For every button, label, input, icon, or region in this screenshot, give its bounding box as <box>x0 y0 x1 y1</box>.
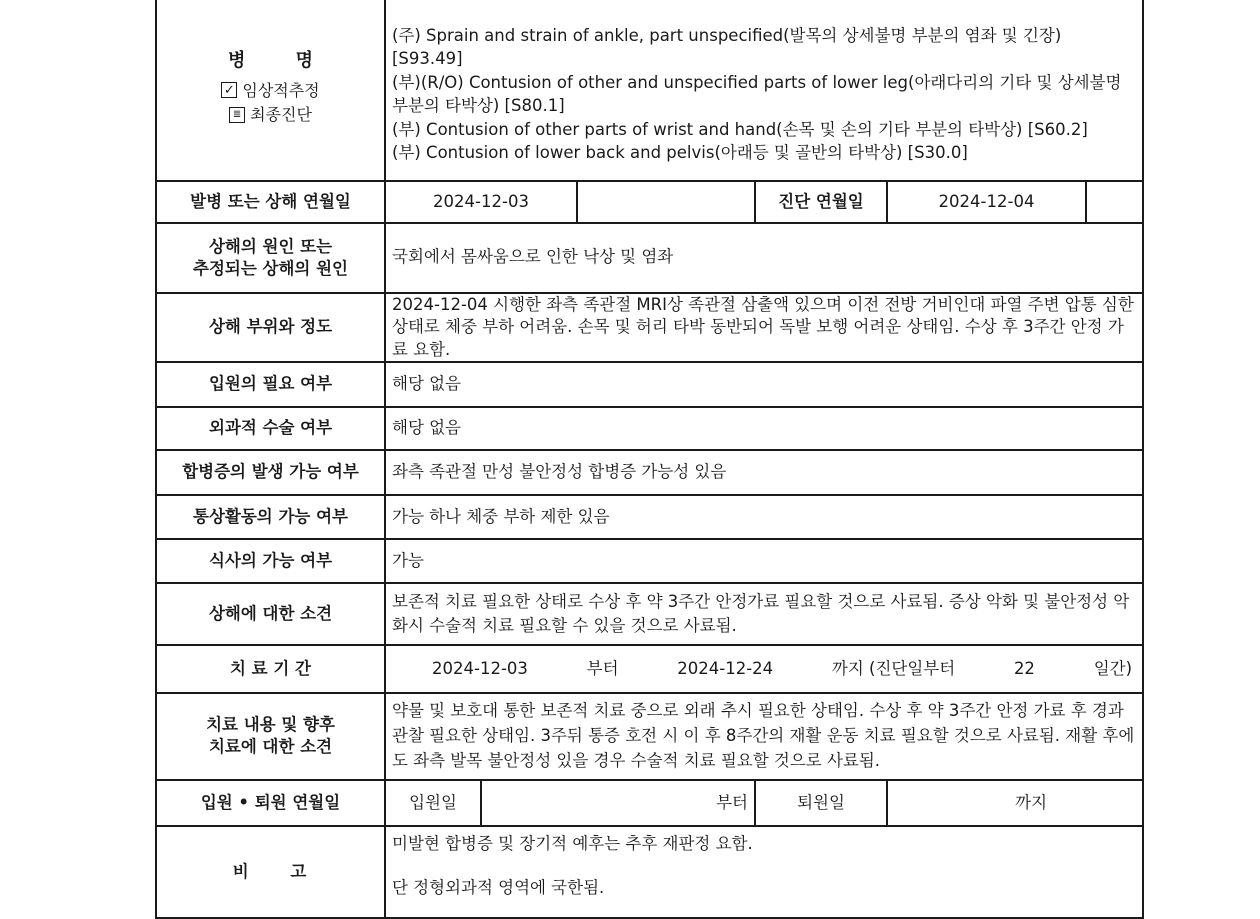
remarks-line: 미발현 합병증 및 장기적 예후는 추후 재판정 요함. <box>392 833 753 853</box>
treatment-content-label <box>156 693 385 780</box>
complications-value: 좌측 족관절 만성 불안정성 합병증 가능성 있음 <box>385 450 1143 495</box>
diagnosis-content <box>385 0 1143 181</box>
opinion-row <box>156 583 1143 645</box>
surgery-row <box>156 407 1143 450</box>
onset-label: 발병 또는 상해 연월일 <box>156 181 385 223</box>
onset-date: 2024-12-03 <box>385 181 577 223</box>
injury-site-value: 2024-12-04 시행한 좌측 족관절 MRI상 족관절 삼출액 있으며 이전 전방 거비인대 파열 주변 압통 심한 상태로 체중 부하 어려움. 손목 및 허리 타박 동반되어 독발 보행 어려운 상태임. 수상 후 3주간 안정 가료 요함. <box>385 293 1143 362</box>
treatment-until-text: 까지 (진단일부터 <box>831 658 956 678</box>
diagnosis-date: 2024-12-04 <box>887 181 1086 223</box>
treatment-period-values <box>392 658 1136 680</box>
hospitalization-need-label: 입원의 필요 여부 <box>156 362 385 407</box>
cause-label <box>156 223 385 293</box>
option-label: 최종진단 <box>250 105 312 125</box>
certificate-table <box>155 0 1144 919</box>
discharge-date-label: 퇴원일 <box>755 780 887 826</box>
remarks-label: 비 고 <box>156 826 385 918</box>
option-label: 임상적추정 <box>242 80 320 100</box>
injury-site-label: 상해 부위와 정도 <box>156 293 385 362</box>
injury-certificate-form <box>155 0 1142 911</box>
complications-row <box>156 450 1143 495</box>
hospitalization-need-value: 해당 없음 <box>385 362 1143 407</box>
diagnosis-line: (주) Sprain and strain of ankle, part unspecified(발목의 상세불명 부분의 염좌 및 긴장) [S93.49] <box>392 26 1062 69</box>
diagnosis-title: 병 명 <box>227 50 336 72</box>
diagnosis-row <box>156 0 1143 181</box>
diagnosis-line: (부) Contusion of lower back and pelvis(아래등 및 골반의 타박상) [S30.0] <box>392 143 968 163</box>
treatment-start-date: 2024-12-03 <box>432 658 528 678</box>
opinion-value: 보존적 치료 필요한 상태로 수상 후 약 3주간 안정가료 필요할 것으로 사료됨. 증상 악화 및 불안정성 악화시 수술적 치료 필요할 수 있을 것으로 사료됨. <box>385 583 1143 645</box>
discharge-until-text: 까지 <box>887 780 1143 826</box>
diagnosis-date-blank-cell <box>1086 181 1143 223</box>
hospitalization-need-row <box>156 362 1143 407</box>
remarks-row <box>156 826 1143 918</box>
treatment-days: 22 <box>1013 658 1035 678</box>
diagnosis-label-cell <box>156 0 385 181</box>
treatment-from-text: 부터 <box>586 658 619 678</box>
diagnosis-line: (부)(R/O) Contusion of other and unspecified parts of lower leg(아래다리의 기타 및 상세불명 부분의 타박상) [S80.1] <box>392 72 1122 116</box>
treatment-content-row <box>156 693 1143 780</box>
treatment-content-value: 약물 및 보호대 통한 보존적 치료 중으로 외래 추시 필요한 상태임. 수상 후 약 3주간 안정 가료 후 경과 관찰 필요한 상태임. 3주뒤 통증 호전 시 이 후 8주간의 재활 운동 치료 필요할 것으로 사료됨. 재활 후에도 좌측 발목 불안정성 있을 경우 수술적 치료 필요할 것으로 사료됨. <box>385 693 1143 780</box>
treatment-content-label-line: 치료에 대한 소견 <box>208 737 333 757</box>
remarks-spacer <box>392 855 1136 877</box>
admit-date-label: 입원일 <box>385 780 481 826</box>
checked-box-icon[interactable]: ✓ <box>221 82 237 98</box>
treatment-period-label: 치 료 기 간 <box>156 645 385 693</box>
treatment-period-row <box>156 645 1143 693</box>
remarks-line: 단 정형외과적 영역에 국한됨. <box>392 878 605 898</box>
stamp-box-icon[interactable]: ≣ <box>229 107 245 123</box>
daily-activity-label: 통상활동의 가능 여부 <box>156 495 385 539</box>
surgery-label: 외과적 수술 여부 <box>156 407 385 450</box>
admit-from-text: 부터 <box>481 780 755 826</box>
onset-row <box>156 181 1143 223</box>
cause-label-line: 추정되는 상해의 원인 <box>193 259 348 278</box>
injury-site-row <box>156 293 1143 362</box>
meals-value: 가능 <box>385 539 1143 583</box>
daily-activity-value: 가능 하나 체중 부하 제한 있음 <box>385 495 1143 539</box>
cause-value: 국회에서 몸싸움으로 인한 낙상 및 염좌 <box>385 223 1143 293</box>
meals-label: 식사의 가능 여부 <box>156 539 385 583</box>
complications-label: 합병증의 발생 가능 여부 <box>156 450 385 495</box>
treatment-content-label-line: 치료 내용 및 향후 <box>206 715 335 735</box>
admission-row <box>156 780 1143 826</box>
surgery-value: 해당 없음 <box>385 407 1143 450</box>
admission-label: 입원 • 퇴원 연월일 <box>156 780 385 826</box>
opinion-label: 상해에 대한 소견 <box>156 583 385 645</box>
treatment-period-cell <box>385 645 1143 693</box>
meals-row <box>156 539 1143 583</box>
option-clinical-estimate[interactable] <box>163 80 378 102</box>
diagnosis-line: (부) Contusion of other parts of wrist and hand(손목 및 손의 기타 부분의 타박상) [S60.2] <box>392 119 1088 139</box>
treatment-end-date: 2024-12-24 <box>677 658 774 678</box>
onset-blank-cell <box>577 181 755 223</box>
remarks-content <box>385 826 1143 918</box>
treatment-days-suffix: 일간) <box>1093 658 1133 678</box>
cause-row <box>156 223 1143 293</box>
option-final-diagnosis[interactable] <box>163 104 378 126</box>
diagnosis-date-label: 진단 연월일 <box>755 181 887 223</box>
daily-activity-row <box>156 495 1143 539</box>
cause-label-line: 상해의 원인 또는 <box>208 236 333 256</box>
